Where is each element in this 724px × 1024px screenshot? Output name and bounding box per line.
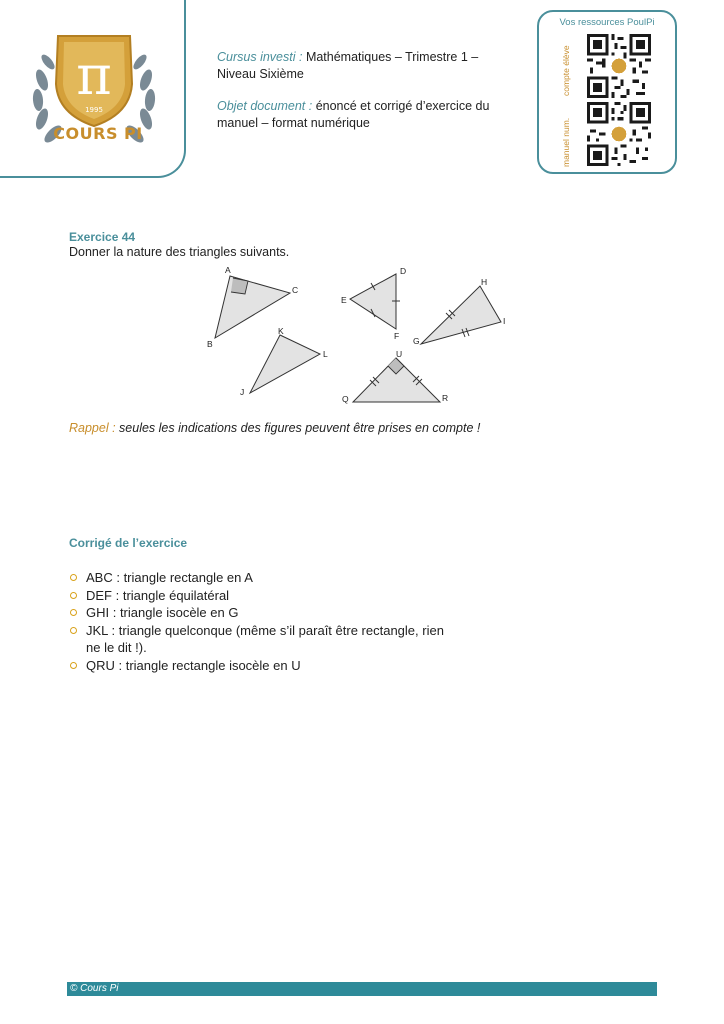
vertex-label-f: F bbox=[394, 331, 400, 341]
answer-qru: QRU : triangle rectangle isocèle en U bbox=[86, 657, 301, 673]
exercise-instruction: Donner la nature des triangles suivants. bbox=[69, 245, 290, 259]
vertex-label-c: C bbox=[292, 285, 299, 295]
list-item bbox=[69, 587, 449, 605]
list-item bbox=[69, 604, 449, 622]
rappel-note bbox=[69, 421, 480, 435]
vertex-label-r: R bbox=[442, 393, 449, 403]
answer-ghi: GHI : triangle isocèle en G bbox=[86, 605, 239, 620]
objet-label: Objet document : bbox=[217, 99, 313, 113]
cursus-label: Cursus investi : bbox=[217, 50, 303, 64]
rappel-label: Rappel : bbox=[69, 421, 116, 435]
objet-line bbox=[217, 98, 507, 132]
rappel-text: seules les indications des figures peuvent être prises en compte ! bbox=[119, 421, 481, 435]
qr-code-manuel-icon[interactable] bbox=[587, 102, 651, 166]
pi-symbol: π bbox=[76, 44, 112, 107]
vertex-label-g: G bbox=[413, 336, 420, 346]
triangle-ghi bbox=[421, 286, 501, 344]
list-item bbox=[69, 657, 449, 675]
answer-def: DEF : triangle équilatéral bbox=[86, 587, 230, 603]
vertex-label-k: K bbox=[278, 326, 284, 336]
bullet-icon bbox=[70, 592, 77, 599]
answer-abc: ABC : triangle rectangle en A bbox=[86, 570, 253, 585]
right-angle-a-mark bbox=[231, 278, 248, 294]
vertex-label-d: D bbox=[400, 266, 407, 276]
vertex-label-b: B bbox=[207, 339, 213, 349]
resources-title: Vos ressources PoulPi bbox=[559, 17, 655, 28]
cursus-value: Mathématiques – Trimestre 1 – Niveau Sixième bbox=[217, 50, 479, 81]
bullet-icon bbox=[70, 609, 77, 616]
brand-name: COURS PI bbox=[53, 124, 143, 143]
vertex-label-a: A bbox=[225, 265, 231, 275]
vertex-label-e: E bbox=[341, 295, 347, 305]
qr-label-compte: compte élève bbox=[561, 45, 571, 96]
vertex-label-u: U bbox=[396, 349, 403, 359]
triangles-figure bbox=[200, 262, 530, 410]
vertex-label-j: J bbox=[240, 387, 245, 397]
bullet-icon bbox=[70, 627, 77, 634]
list-item bbox=[69, 569, 449, 587]
bullet-icon bbox=[70, 574, 77, 581]
footer-copyright: © Cours Pi bbox=[70, 983, 119, 994]
resources-box bbox=[537, 10, 677, 174]
logo-year: 1995 bbox=[85, 106, 103, 114]
cursus-line bbox=[217, 49, 507, 83]
correction-list bbox=[69, 569, 449, 674]
triangle-jkl bbox=[250, 335, 320, 393]
footer-bar bbox=[67, 982, 657, 996]
answer-jkl: JKL : triangle quelconque (même s’il paraît être rectangle, rien ne le dit !). bbox=[86, 622, 444, 655]
vertex-label-h: H bbox=[481, 277, 488, 287]
exercise-title: Exercice 44 bbox=[69, 230, 136, 244]
qr-label-manuel: manuel num. bbox=[561, 117, 571, 167]
objet-value: énoncé et corrigé d’exercice du manuel – format numérique bbox=[217, 99, 490, 130]
vertex-label-q: Q bbox=[342, 394, 349, 404]
vertex-label-i: I bbox=[503, 316, 506, 326]
vertex-label-l: L bbox=[323, 349, 328, 359]
bullet-icon bbox=[70, 662, 77, 669]
triangle-def bbox=[350, 274, 396, 329]
correction-title: Corrigé de l’exercice bbox=[69, 536, 188, 550]
qr-code-compte-icon[interactable] bbox=[587, 34, 651, 98]
list-item bbox=[69, 622, 449, 657]
